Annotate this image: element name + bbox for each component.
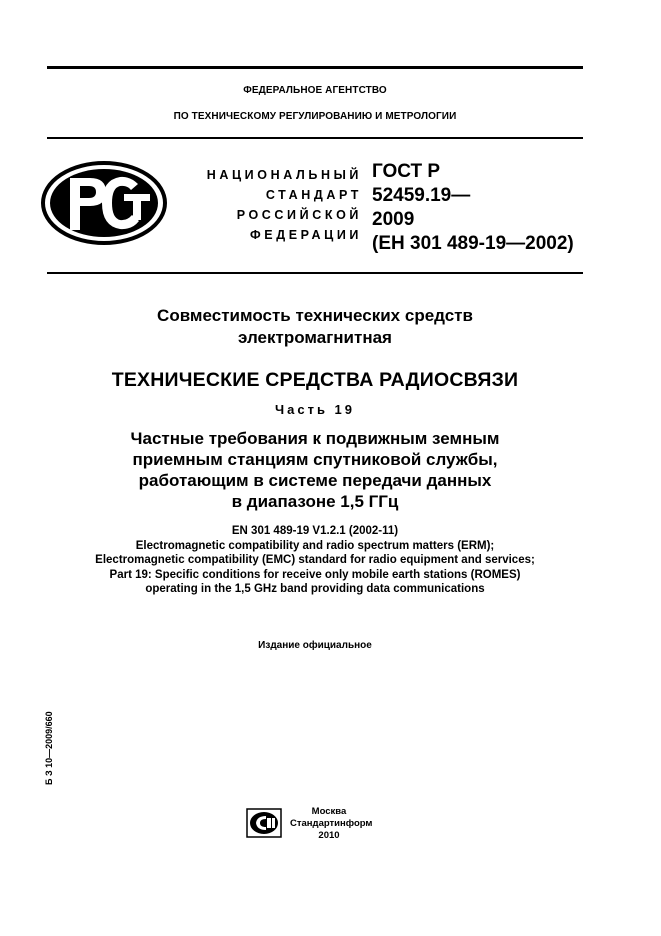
- main-title: ТЕХНИЧЕСКИЕ СРЕДСТВА РАДИОСВЯЗИ: [111, 369, 519, 391]
- english-line-3: Electromagnetic compatibility (EMC) standard for radio equipment and services;: [95, 554, 535, 566]
- agency-line-2: ПО ТЕХНИЧЕСКОМУ РЕГУЛИРОВАНИЮ И МЕТРОЛОГИИ: [173, 111, 457, 122]
- title-line-1: Совместимость технических средств: [157, 306, 473, 325]
- gost-r-emblem-icon: [40, 160, 168, 246]
- national-standard-line-2: СТАНДАРТ: [265, 188, 362, 202]
- english-line-2: Electromagnetic compatibility and radio spectrum matters (ERM);: [135, 539, 495, 552]
- edition-label: Издание официальное: [258, 640, 372, 651]
- english-line-5: operating in the 1,5 GHz band providing data communications: [145, 583, 485, 595]
- designation-line-4: (ЕН 301 489-19—2002): [372, 233, 574, 254]
- national-standard-line-4: ФЕДЕРАЦИИ: [249, 228, 362, 242]
- publisher-name: Стандартинформ: [290, 818, 373, 829]
- english-line-1: EN 301 489-19 V1.2.1 (2002-11): [231, 525, 399, 537]
- publisher-city: Москва: [311, 806, 347, 817]
- standartinform-logo-icon: [246, 808, 282, 838]
- header-rule: [47, 137, 583, 139]
- subtitle: [30, 428, 600, 512]
- national-standard-line-3: РОССИЙСКОЙ: [236, 208, 362, 222]
- publisher-block: [290, 806, 373, 842]
- designation-line-3: 2009: [372, 209, 415, 230]
- english-line-4: Part 19: Specific conditions for receive only mobile earth stations (ROMES): [109, 568, 521, 581]
- english-reference: [30, 524, 600, 597]
- designation-line-2: 52459.19—: [372, 185, 471, 206]
- part-number: Часть 19: [274, 402, 356, 417]
- subtitle-line-4: в диапазоне 1,5 ГГц: [231, 492, 399, 511]
- national-standard-line-1: НАЦИОНАЛЬНЫЙ: [206, 168, 362, 182]
- subtitle-line-2: приемным станциям спутниковой службы,: [132, 450, 498, 469]
- standard-designation: [372, 160, 574, 256]
- title-rule: [47, 272, 583, 274]
- designation-line-1: ГОСТ Р: [372, 161, 441, 182]
- subtitle-line-3: работающим в системе передачи данных: [138, 471, 492, 490]
- subtitle-line-1: Частные требования к подвижным земным: [130, 429, 500, 448]
- agency-line-1: ФЕДЕРАЛЬНОЕ АГЕНТСТВО: [243, 85, 387, 96]
- publisher-year: 2010: [318, 830, 340, 841]
- side-code: Б З 10—2009/660: [44, 711, 54, 785]
- title-line-2: электромагнитная: [238, 328, 392, 347]
- top-rule: [47, 66, 583, 69]
